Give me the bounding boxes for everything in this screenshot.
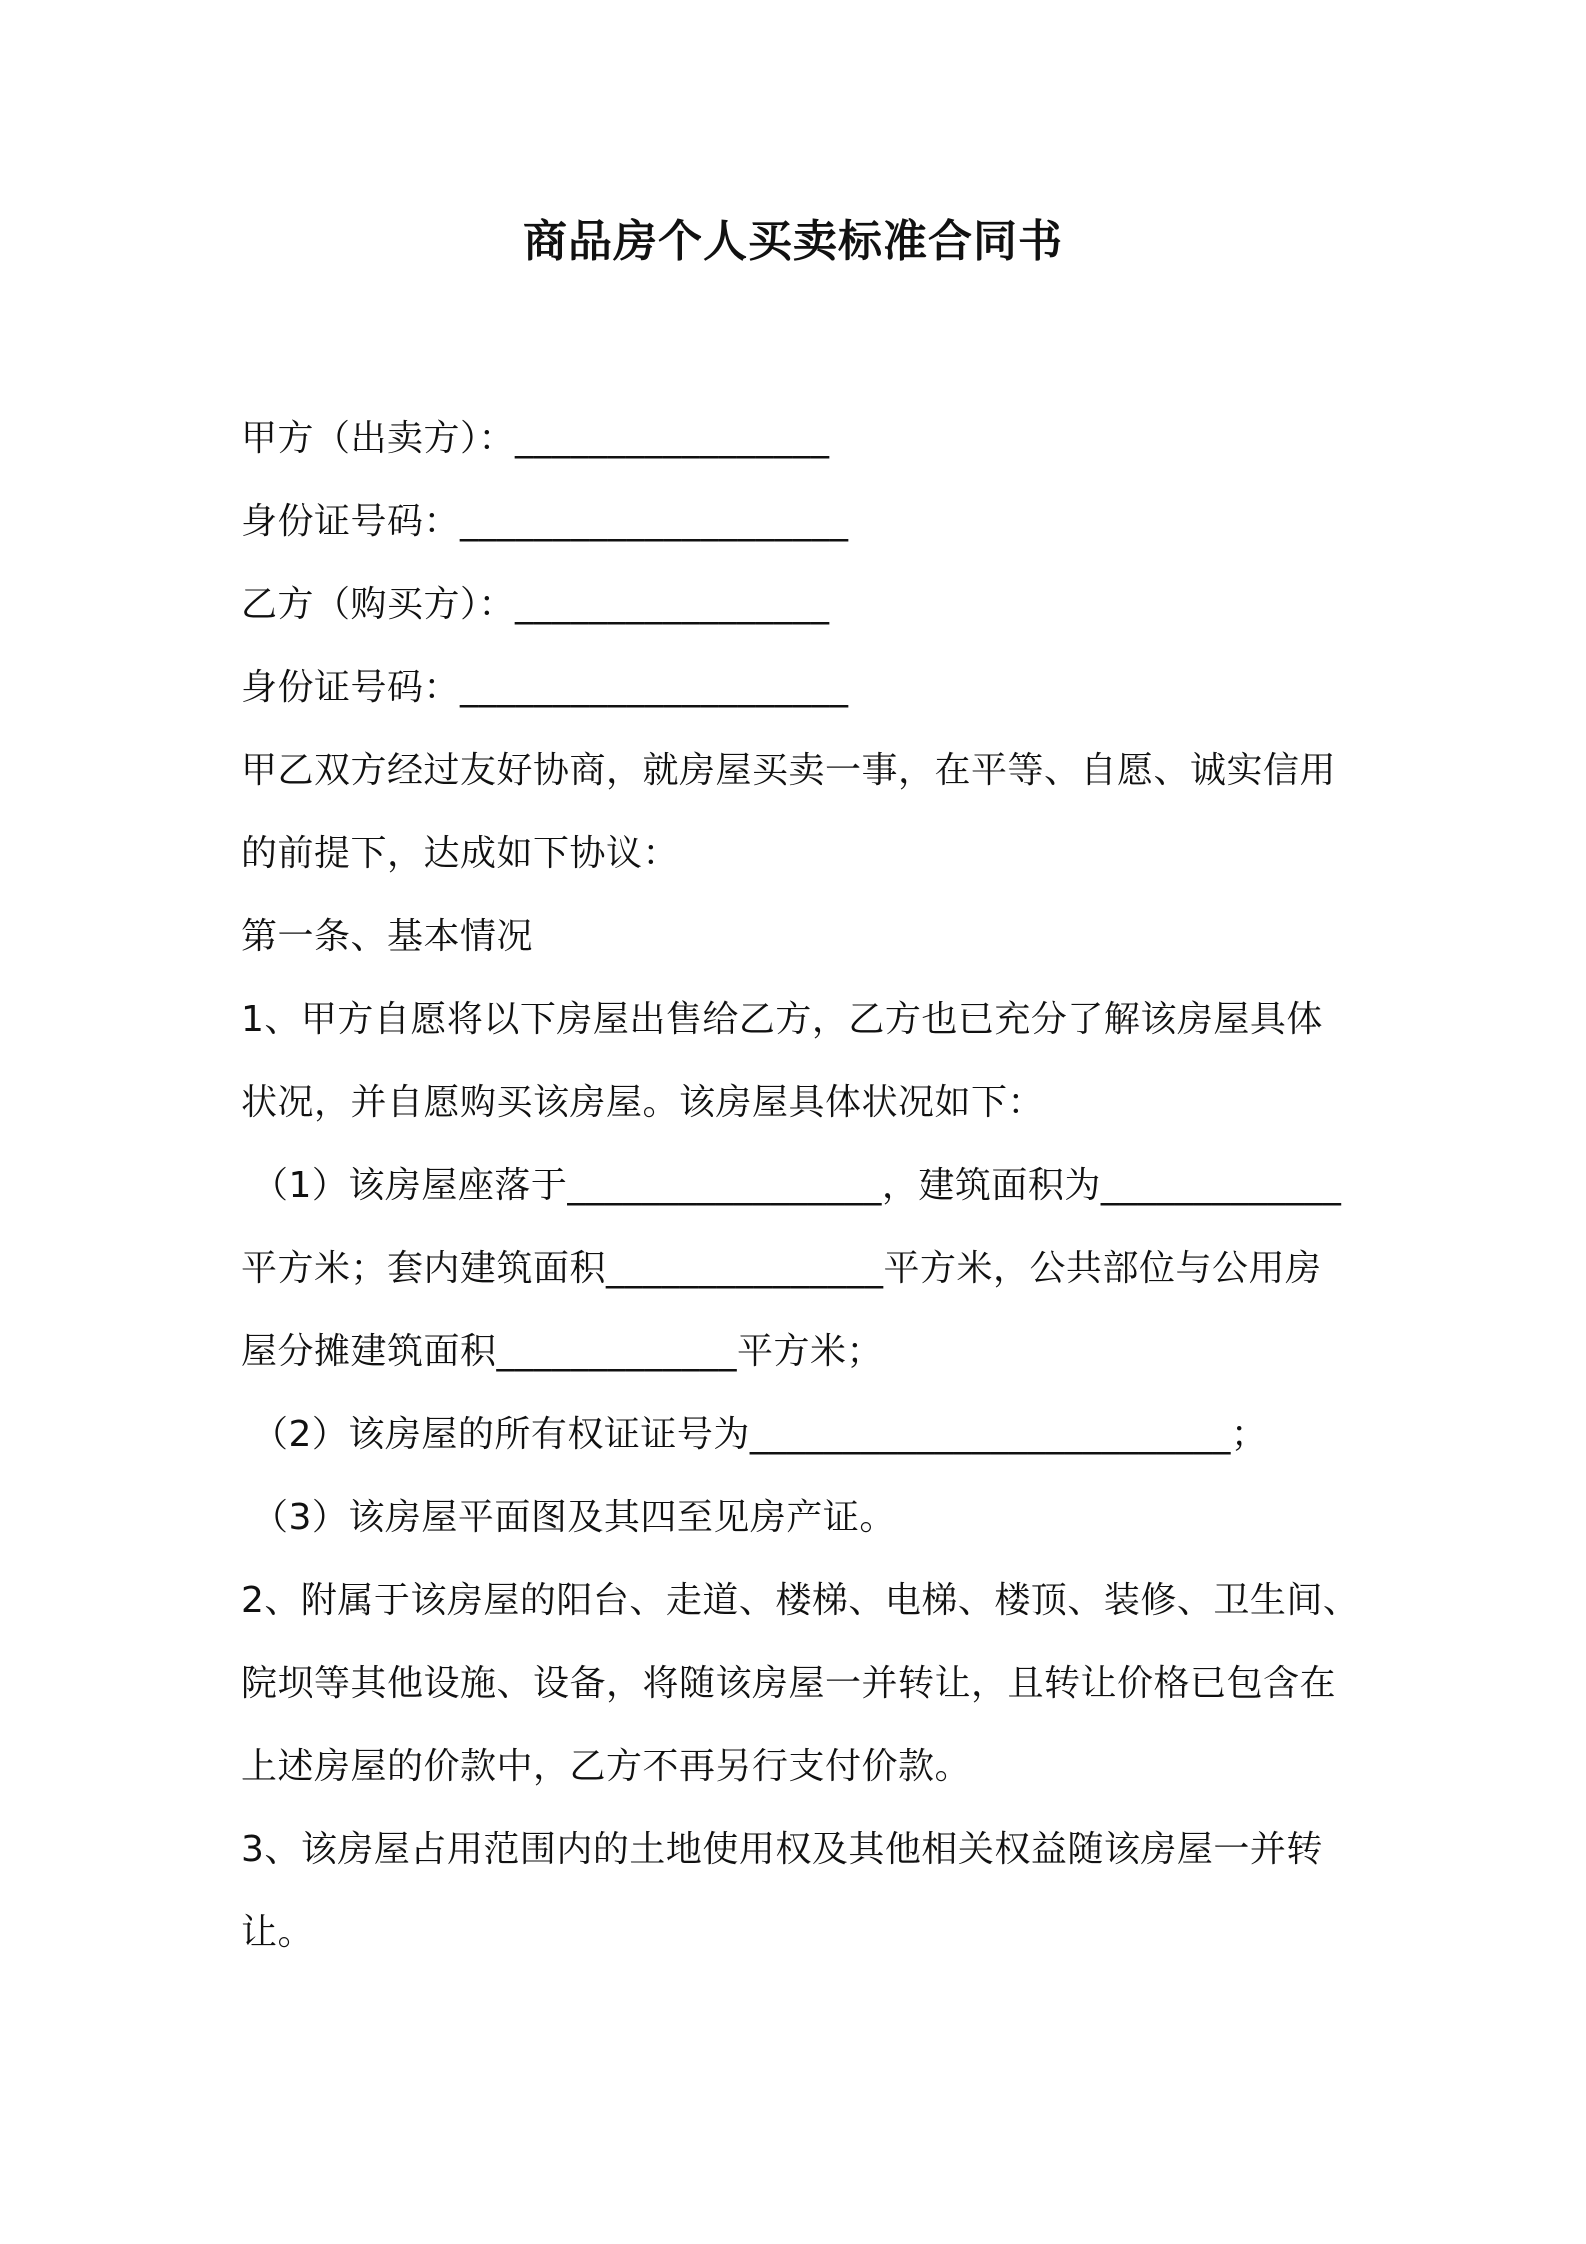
clause-3-line-2: 让。 [241,1912,315,1953]
item-2-line: （2）该房屋的所有权证证号为__________________________； [252,1414,1268,1455]
item-1-line-1: （1）该房屋座落于_________________，建筑面积为_____________ [252,1165,1342,1206]
preamble-line-1: 甲乙双方经过友好协商，就房屋买卖一事，在平等、自愿、诚实信用 [241,750,1337,791]
buyer-id-line: 身份证号码：_____________________ [241,667,849,708]
clause-2-line-2: 院坝等其他设施、设备，将随该房屋一并转让，且转让价格已包含在 [241,1663,1337,1704]
clause-3-line-1: 3、该房屋占用范围内的土地使用权及其他相关权益随该房屋一并转 [241,1829,1323,1870]
clause-1-line-1: 1、甲方自愿将以下房屋出售给乙方，乙方也已充分了解该房屋具体 [241,999,1323,1040]
seller-line: 甲方（出卖方）：_________________ [241,418,830,459]
clause-1-line-2: 状况，并自愿购买该房屋。该房屋具体状况如下： [241,1082,1045,1123]
clause-2-line-3: 上述房屋的价款中，乙方不再另行支付价款。 [241,1746,972,1787]
item-1-line-3: 屋分摊建筑面积_____________平方米； [241,1331,884,1372]
preamble-line-2: 的前提下，达成如下协议： [241,833,680,874]
seller-id-line: 身份证号码：_____________________ [241,501,849,542]
document-title: 商品房个人买卖标准合同书 [523,216,1063,267]
item-1-line-2: 平方米；套内建筑面积_______________平方米，公共部位与公用房 [241,1248,1322,1289]
article-1-heading: 第一条、基本情况 [241,916,534,957]
buyer-line: 乙方（购买方）：_________________ [241,584,830,625]
clause-2-line-1: 2、附属于该房屋的阳台、走道、楼梯、电梯、楼顶、装修、卫生间、 [241,1580,1360,1621]
item-3-line: （3）该房屋平面图及其四至见房产证。 [252,1497,896,1538]
